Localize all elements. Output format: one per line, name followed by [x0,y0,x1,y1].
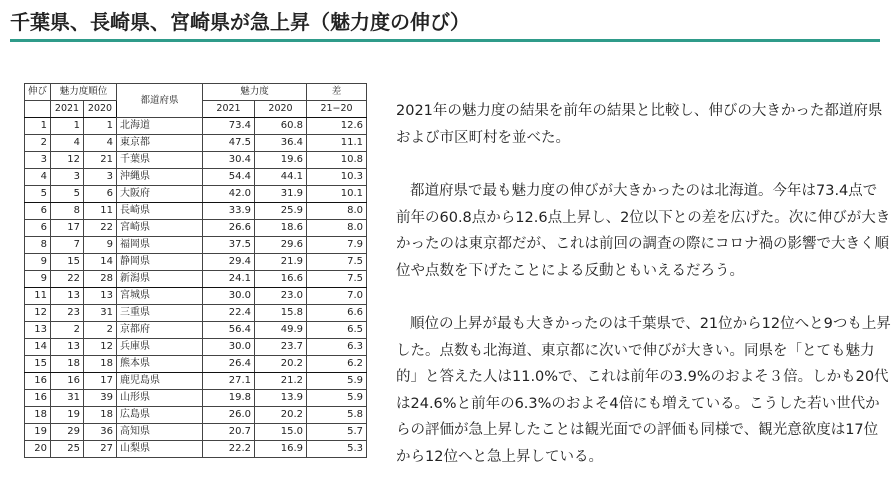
cell-rank-2020: 36 [84,424,117,441]
cell-prefecture: 大阪府 [117,186,203,203]
cell-score-2021: 26.0 [203,407,255,424]
cell-score-2021: 20.7 [203,424,255,441]
cell-growth: 3 [25,152,51,169]
cell-score-2021: 26.6 [203,220,255,237]
cell-difference: 10.1 [307,186,367,203]
cell-score-2021: 30.0 [203,339,255,356]
cell-prefecture: 三重県 [117,305,203,322]
cell-rank-2021: 12 [51,152,84,169]
table-row [25,169,367,186]
cell-score-2020: 23.0 [255,288,307,305]
article-body [396,98,891,497]
cell-difference: 7.5 [307,254,367,271]
cell-rank-2020: 9 [84,237,117,254]
cell-rank-2021: 8 [51,203,84,220]
cell-difference: 7.9 [307,237,367,254]
cell-prefecture: 長崎県 [117,203,203,220]
cell-difference: 6.2 [307,356,367,373]
table-row [25,424,367,441]
cell-difference: 7.5 [307,271,367,288]
cell-rank-2020: 3 [84,169,117,186]
table-row [25,203,367,220]
cell-rank-2021: 5 [51,186,84,203]
cell-growth: 14 [25,339,51,356]
header-score-2021: 2021 [203,101,255,118]
cell-rank-2021: 7 [51,237,84,254]
cell-prefecture: 福岡県 [117,237,203,254]
cell-growth: 13 [25,322,51,339]
cell-prefecture: 静岡県 [117,254,203,271]
cell-growth: 4 [25,169,51,186]
cell-difference: 5.8 [307,407,367,424]
cell-difference: 12.6 [307,118,367,135]
cell-growth: 8 [25,237,51,254]
table-row [25,288,367,305]
cell-score-2020: 15.0 [255,424,307,441]
table-row [25,237,367,254]
cell-rank-2020: 27 [84,441,117,458]
table-row [25,356,367,373]
cell-prefecture: 京都府 [117,322,203,339]
page-title: 千葉県、長崎県、宮崎県が急上昇（魅力度の伸び） [10,6,880,42]
cell-rank-2020: 14 [84,254,117,271]
cell-growth: 16 [25,390,51,407]
header-attractiveness-rank: 魅力度順位 [51,84,117,101]
cell-rank-2021: 17 [51,220,84,237]
cell-difference: 6.5 [307,322,367,339]
ranking-table [24,83,367,458]
cell-score-2021: 54.4 [203,169,255,186]
cell-difference: 11.1 [307,135,367,152]
cell-difference: 5.9 [307,373,367,390]
cell-difference: 5.3 [307,441,367,458]
cell-rank-2020: 18 [84,407,117,424]
cell-rank-2021: 16 [51,373,84,390]
cell-score-2020: 18.6 [255,220,307,237]
table-row [25,135,367,152]
cell-score-2020: 49.9 [255,322,307,339]
cell-growth: 2 [25,135,51,152]
header-score-2020: 2020 [255,101,307,118]
cell-prefecture: 山形県 [117,390,203,407]
ranking-table-body [25,118,367,458]
cell-growth: 1 [25,118,51,135]
cell-prefecture: 山梨県 [117,441,203,458]
cell-score-2020: 23.7 [255,339,307,356]
cell-rank-2020: 2 [84,322,117,339]
cell-score-2021: 29.4 [203,254,255,271]
cell-rank-2021: 29 [51,424,84,441]
cell-score-2021: 24.1 [203,271,255,288]
cell-rank-2020: 13 [84,288,117,305]
header-prefecture: 都道府県 [117,84,203,118]
cell-score-2020: 16.6 [255,271,307,288]
table-row [25,152,367,169]
cell-rank-2021: 31 [51,390,84,407]
cell-score-2021: 47.5 [203,135,255,152]
cell-difference: 8.0 [307,220,367,237]
cell-score-2020: 16.9 [255,441,307,458]
cell-difference: 5.9 [307,390,367,407]
cell-score-2021: 37.5 [203,237,255,254]
cell-growth: 6 [25,203,51,220]
table-row [25,118,367,135]
paragraph-chiba: 順位の上昇が最も大きかったのは千葉県で、21位から12位へと9つも上昇した。点数も北海道、東京都に次いで伸びが大きい。同県を「とても魅力的」と答えた人は11.0%で、これは前年の3.9%のおよそ３倍。しかも20代は24.6%と前年の6.3%のおよそ4倍にも増えている。こうした若い世代からの評価が急上昇したことは観光面での評価も同様で、観光意欲度は17位から12位へと急上昇している。 [396,316,891,465]
cell-difference: 6.3 [307,339,367,356]
cell-score-2020: 60.8 [255,118,307,135]
paragraph-intro: 2021年の魅力度の結果を前年の結果と比較し、伸びの大きかった都道府県および市区町村を並べた。 [396,103,883,146]
cell-rank-2021: 4 [51,135,84,152]
table-row [25,271,367,288]
cell-score-2020: 44.1 [255,169,307,186]
cell-score-2020: 31.9 [255,186,307,203]
table-row [25,441,367,458]
cell-rank-2021: 13 [51,339,84,356]
cell-rank-2021: 2 [51,322,84,339]
cell-prefecture: 広島県 [117,407,203,424]
cell-prefecture: 沖縄県 [117,169,203,186]
cell-rank-2020: 6 [84,186,117,203]
cell-growth: 9 [25,271,51,288]
paragraph-hokkaido: 都道府県で最も魅力度の伸びが大きかったのは北海道。今年は73.4点で前年の60.8点から12.6点上昇し、2位以下との差を広げた。次に伸びが大きかったのは東京都だが、これは前回の調査の際にコロナ禍の影響で大きく順位や点数を下げたことによる反動ともいえるだろう。 [396,183,891,279]
cell-rank-2020: 28 [84,271,117,288]
header-rank-2021: 2021 [51,101,84,118]
table-row [25,186,367,203]
cell-prefecture: 鹿児島県 [117,373,203,390]
cell-rank-2021: 3 [51,169,84,186]
cell-difference: 8.0 [307,203,367,220]
table-row [25,322,367,339]
table-row [25,390,367,407]
cell-rank-2020: 11 [84,203,117,220]
cell-growth: 15 [25,356,51,373]
table-row [25,305,367,322]
cell-rank-2020: 22 [84,220,117,237]
header-diff-period: 21−20 [307,101,367,118]
cell-score-2020: 19.6 [255,152,307,169]
cell-growth: 12 [25,305,51,322]
cell-score-2021: 22.4 [203,305,255,322]
cell-rank-2020: 21 [84,152,117,169]
cell-score-2020: 25.9 [255,203,307,220]
cell-growth: 11 [25,288,51,305]
cell-rank-2020: 39 [84,390,117,407]
cell-score-2020: 20.2 [255,407,307,424]
cell-prefecture: 新潟県 [117,271,203,288]
table-row [25,339,367,356]
cell-score-2021: 42.0 [203,186,255,203]
header-attractiveness: 魅力度 [203,84,307,101]
cell-score-2020: 15.8 [255,305,307,322]
cell-prefecture: 東京都 [117,135,203,152]
cell-score-2020: 20.2 [255,356,307,373]
cell-rank-2021: 19 [51,407,84,424]
cell-difference: 10.3 [307,169,367,186]
cell-prefecture: 北海道 [117,118,203,135]
cell-prefecture: 宮城県 [117,288,203,305]
cell-growth: 18 [25,407,51,424]
cell-score-2021: 19.8 [203,390,255,407]
header-growth: 伸び [25,84,51,101]
cell-rank-2021: 25 [51,441,84,458]
table-row [25,373,367,390]
cell-growth: 16 [25,373,51,390]
cell-difference: 6.6 [307,305,367,322]
cell-rank-2021: 13 [51,288,84,305]
cell-rank-2021: 18 [51,356,84,373]
cell-prefecture: 宮崎県 [117,220,203,237]
cell-score-2021: 56.4 [203,322,255,339]
cell-difference: 10.8 [307,152,367,169]
cell-score-2021: 27.1 [203,373,255,390]
cell-difference: 7.0 [307,288,367,305]
cell-score-2021: 22.2 [203,441,255,458]
cell-score-2021: 33.9 [203,203,255,220]
cell-score-2020: 29.6 [255,237,307,254]
cell-score-2021: 73.4 [203,118,255,135]
cell-score-2021: 30.4 [203,152,255,169]
cell-score-2020: 21.2 [255,373,307,390]
cell-rank-2020: 31 [84,305,117,322]
cell-prefecture: 兵庫県 [117,339,203,356]
header-rank-2020: 2020 [84,101,117,118]
cell-score-2021: 30.0 [203,288,255,305]
cell-growth: 9 [25,254,51,271]
cell-rank-2021: 23 [51,305,84,322]
header-difference: 差 [307,84,367,101]
cell-score-2021: 26.4 [203,356,255,373]
cell-score-2020: 21.9 [255,254,307,271]
header-growth-blank [25,101,51,118]
cell-rank-2021: 1 [51,118,84,135]
cell-rank-2020: 1 [84,118,117,135]
cell-growth: 20 [25,441,51,458]
cell-score-2020: 36.4 [255,135,307,152]
cell-difference: 5.7 [307,424,367,441]
cell-rank-2020: 4 [84,135,117,152]
cell-rank-2021: 15 [51,254,84,271]
cell-prefecture: 千葉県 [117,152,203,169]
cell-rank-2020: 17 [84,373,117,390]
cell-growth: 5 [25,186,51,203]
cell-rank-2020: 18 [84,356,117,373]
cell-prefecture: 高知県 [117,424,203,441]
cell-growth: 6 [25,220,51,237]
cell-score-2020: 13.9 [255,390,307,407]
cell-prefecture: 熊本県 [117,356,203,373]
table-row [25,220,367,237]
ranking-table-container [24,83,366,458]
cell-rank-2020: 12 [84,339,117,356]
table-row [25,407,367,424]
cell-growth: 19 [25,424,51,441]
table-row [25,254,367,271]
cell-rank-2021: 22 [51,271,84,288]
